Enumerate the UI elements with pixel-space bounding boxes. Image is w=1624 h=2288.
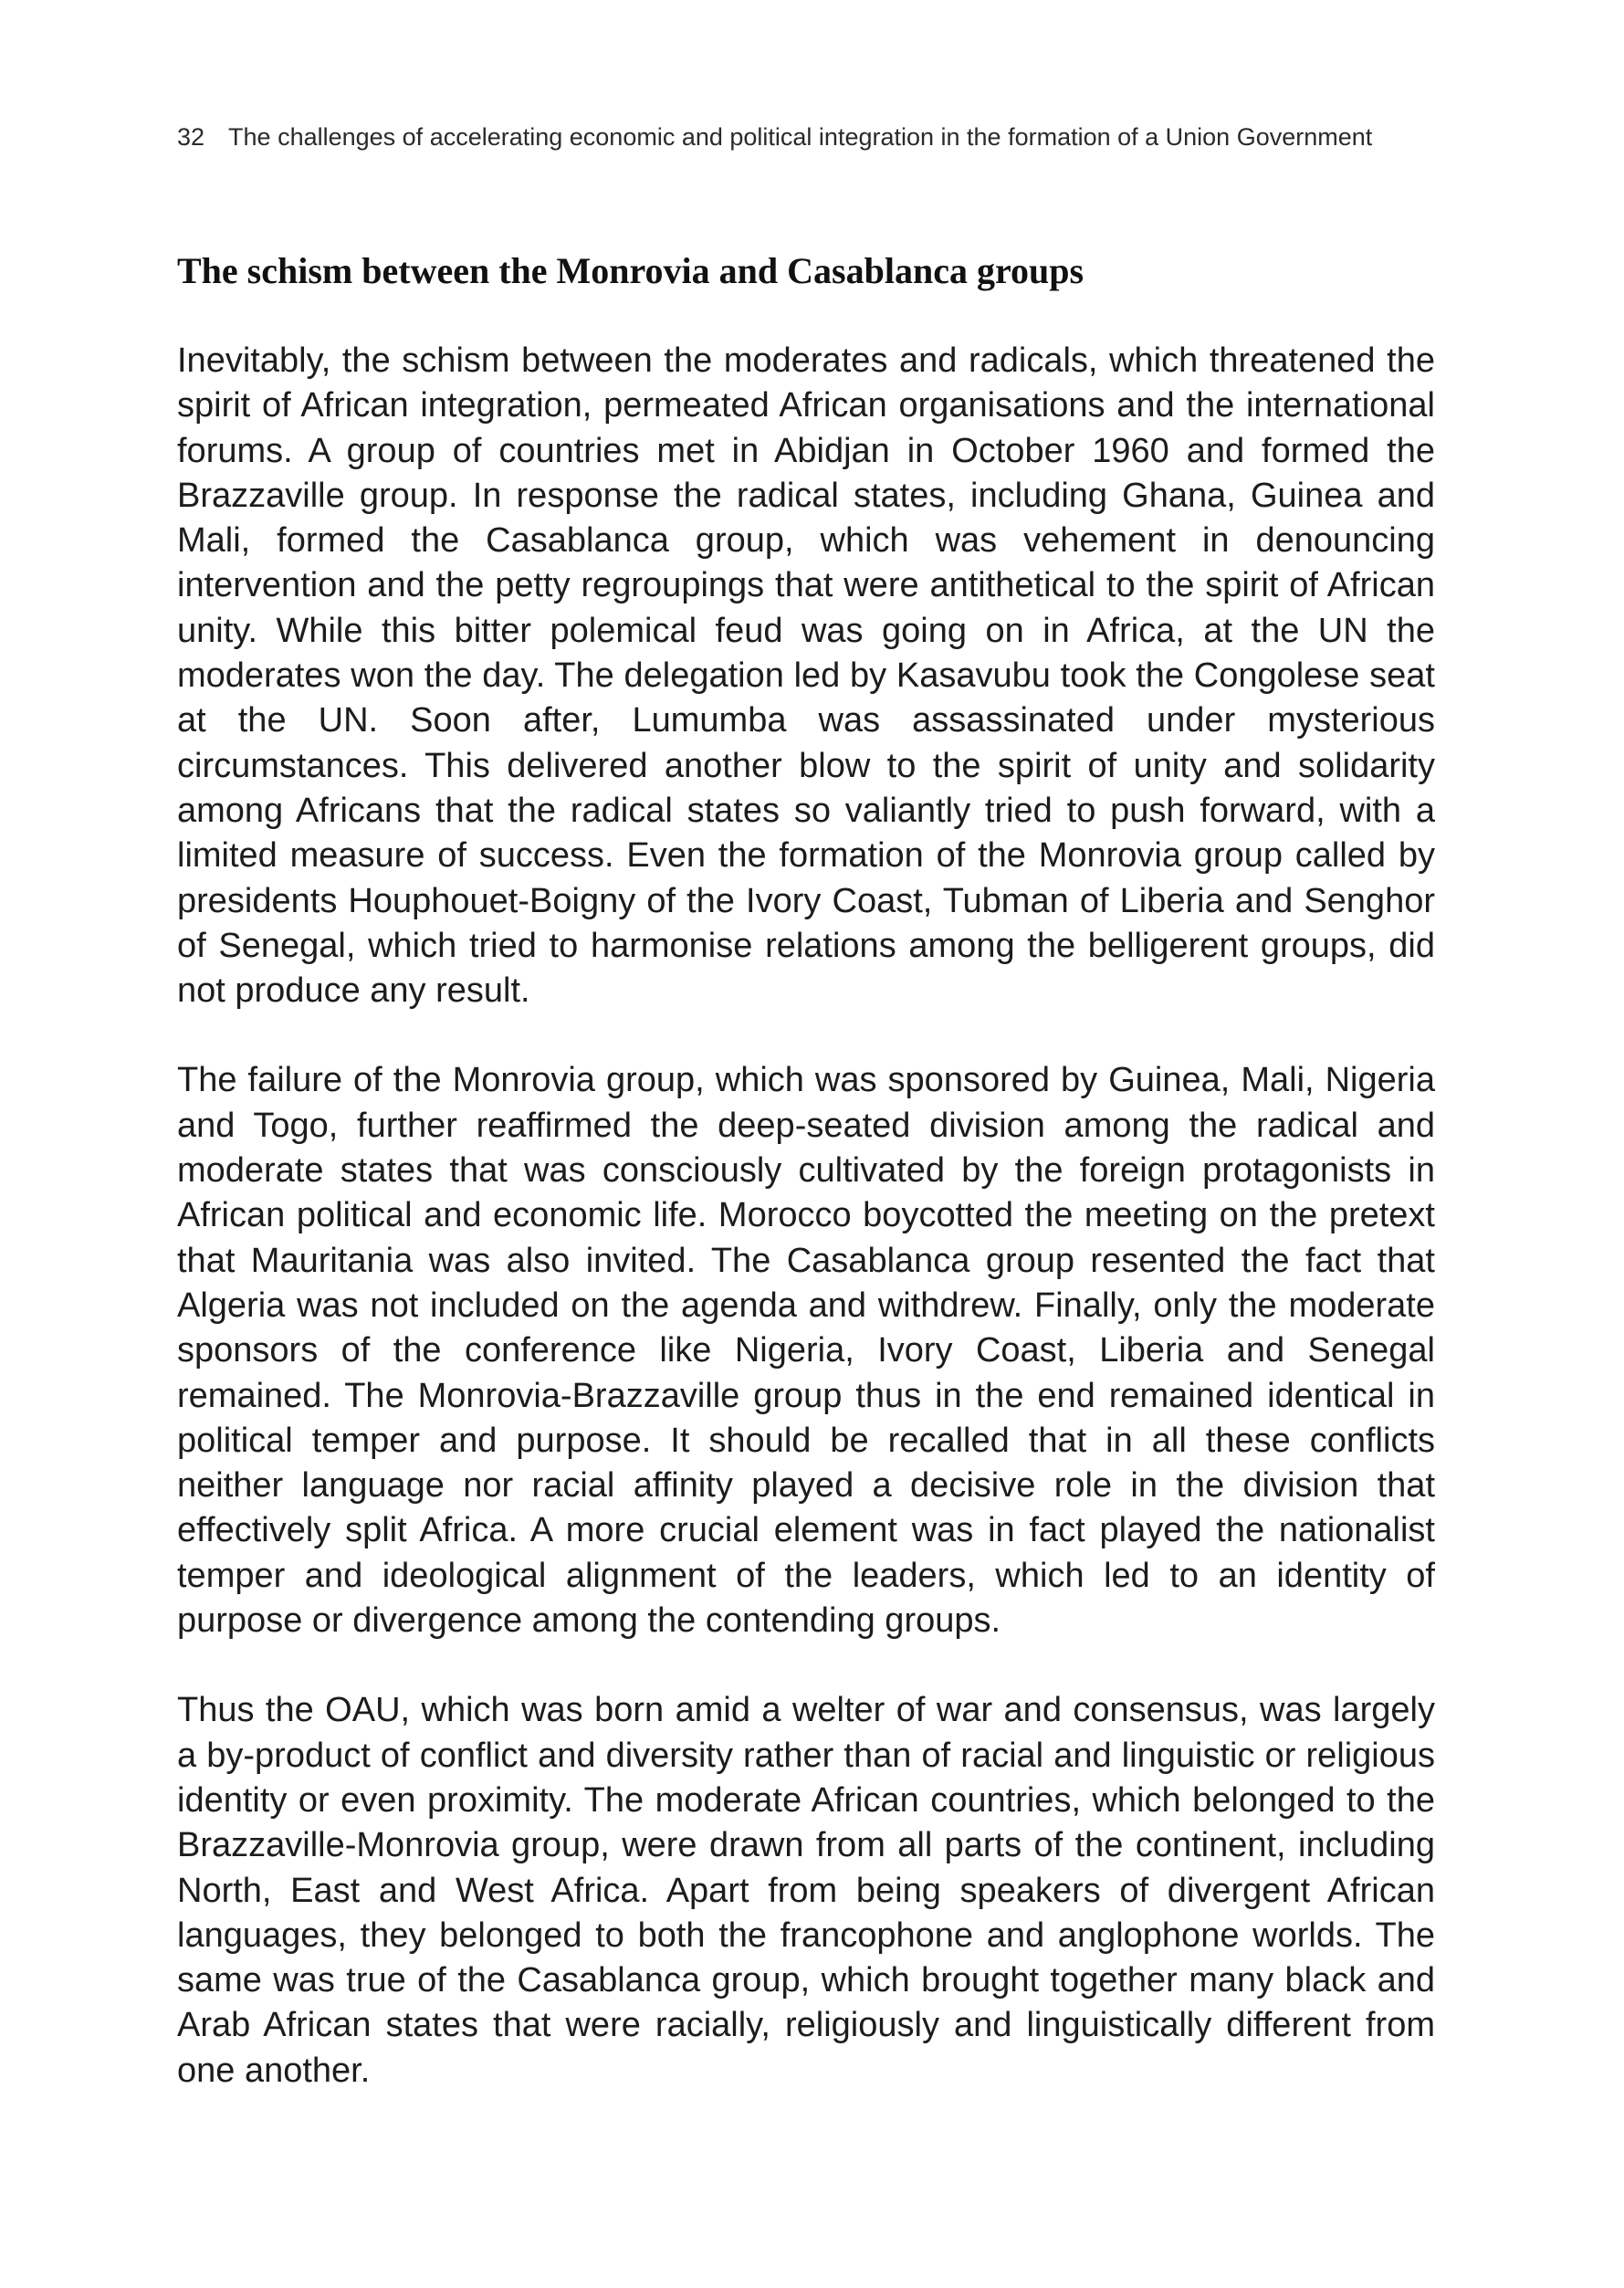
running-title: The challenges of accelerating economic and political integration in the formation of a Union Government: [228, 123, 1373, 151]
paragraph-2: The failure of the Monrovia group, which was sponsored by Guinea, Mali, Nigeria and Togo, further reaffirmed the deep-seated division among the radical and moderate states that was consciously cultivated by the foreign protagonists in African political and economic life. Morocco boycotted the meeting on the pretext that Mauritania was also invited. The Casablanca group resented the fact that Algeria was not included on the agenda and withdrew. Finally, only the moderate sponsors of the conference like Nigeria, Ivory Coast, Liberia and Senegal remained. The Monrovia-Brazzaville group thus in the end remained identical in political temper and purpose. It should be recalled that in all these conflicts neither language nor racial affinity played a decisive role in the division that effectively split Africa. A more crucial element was in fact played the nationalist temper and ideological alignment of the leaders, which led to an identity of purpose or divergence among the contending groups.: [177, 1061, 1435, 1641]
section-heading: The schism between the Monrovia and Casablanca groups: [177, 250, 1084, 291]
page-number: 32: [177, 123, 205, 151]
running-header: [177, 121, 1435, 153]
paragraph-1: Inevitably, the schism between the moderates and radicals, which threatened the spirit of African integration, permeated African organisations and the international forums. A group of countries met in Abidjan in October 1960 and formed the Brazzaville group. In response the radical states, including Ghana, Guinea and Mali, formed the Casablanca group, which was vehement in denouncing intervention and the petty regroupings that were antithetical to the spirit of African unity. While this bitter polemical feud was going on in Africa, at the UN the moderates won the day. The delegation led by Kasavubu took the Congolese seat at the UN. Soon after, Lumumba was assassinated under mysterious circumstances. This delivered another blow to the spirit of unity and solidarity among Africans that the radical states so valiantly tried to push forward, with a limited measure of success. Even the formation of the Monrovia group called by presidents Houphouet-Boigny of the Ivory Coast, Tubman of Liberia and Senghor of Senegal, which tried to harmonise relations among the belligerent groups, did not produce any result.: [177, 341, 1435, 1011]
body-text: [177, 339, 1435, 2094]
paragraph-3: Thus the OAU, which was born amid a welter of war and consensus, was largely a by-product of conflict and diversity rather than of racial and linguistic or religious identity or even proximity. The moderate African countries, which belonged to the Brazzaville-Monrovia group, were drawn from all parts of the continent, including North, East and West Africa. Apart from being speakers of divergent African languages, they belonged to both the francophone and anglophone worlds. The same was true of the Casablanca group, which brought together many black and Arab African states that were racially, religiously and linguistically different from one another.: [177, 1691, 1435, 2090]
document-page: [177, 0, 1435, 2288]
